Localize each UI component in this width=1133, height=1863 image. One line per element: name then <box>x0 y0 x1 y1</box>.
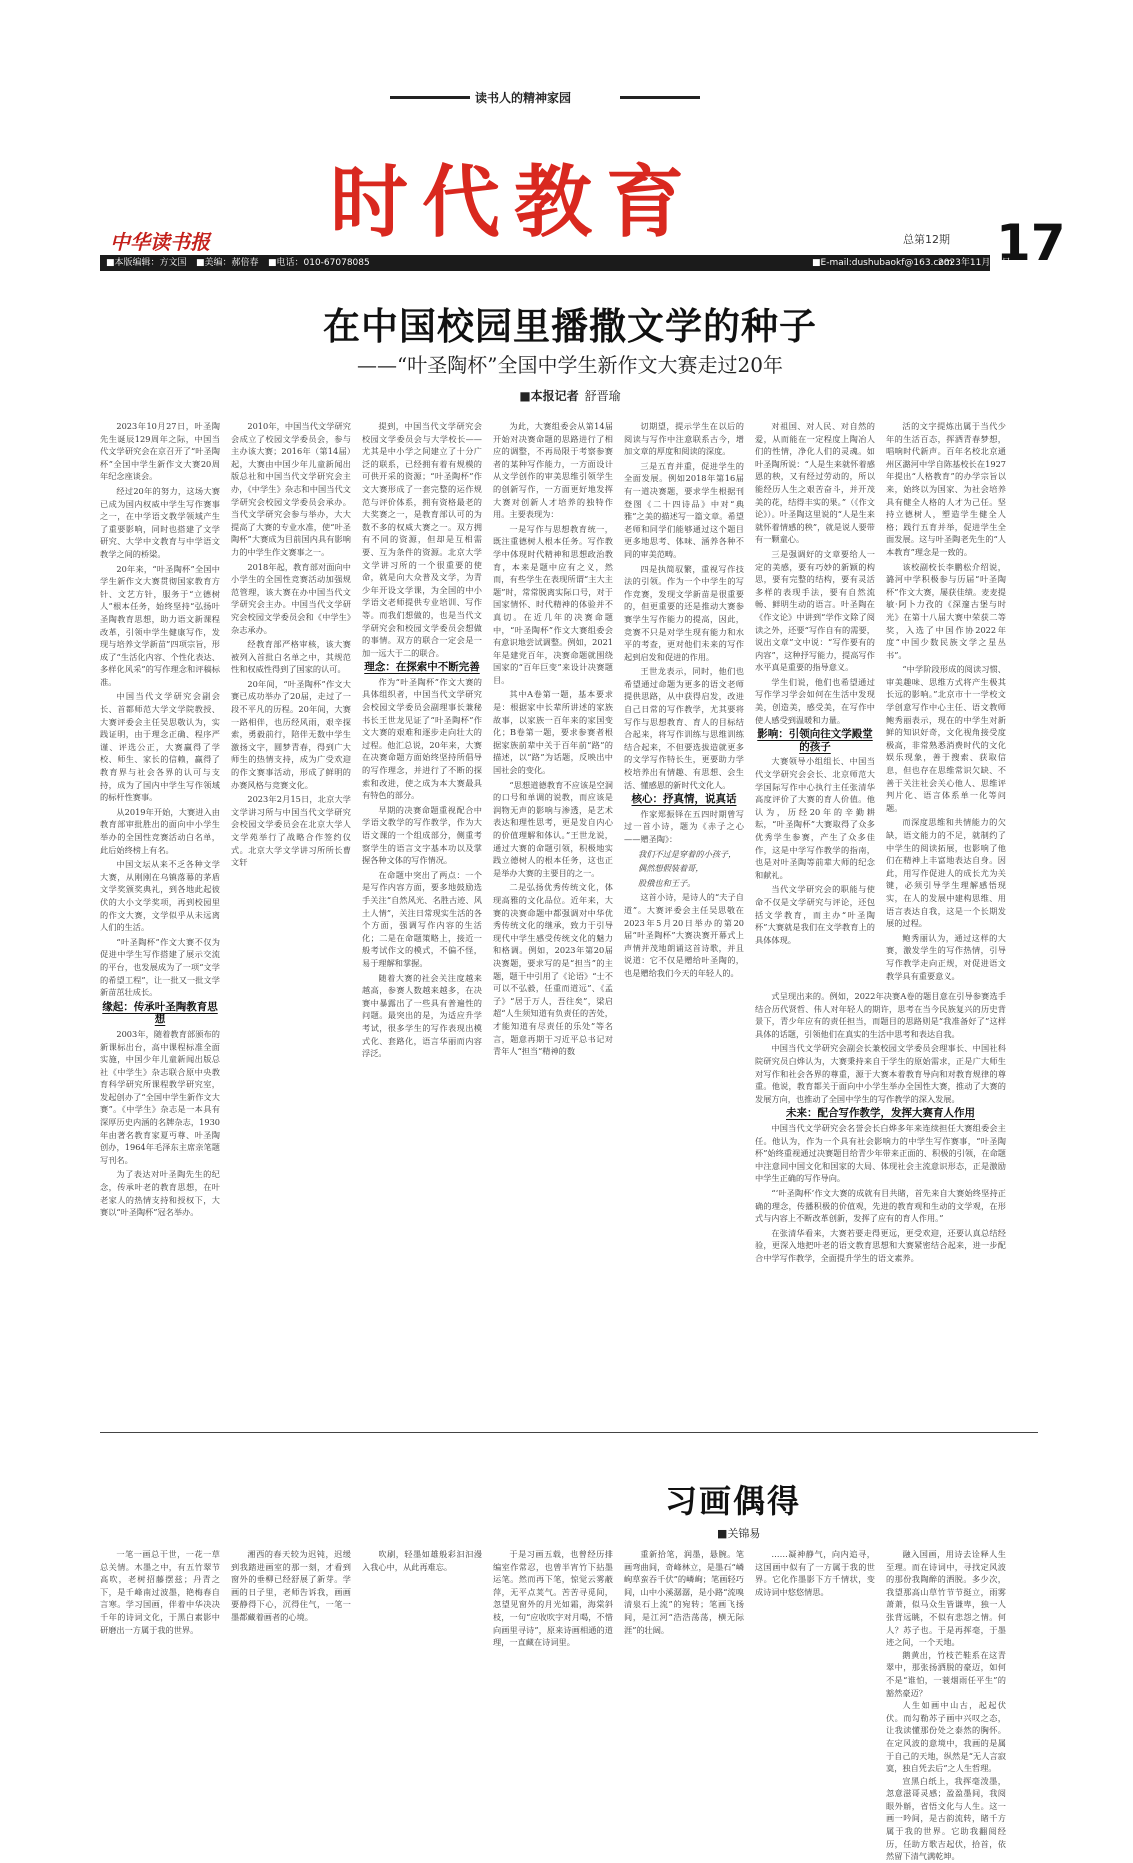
article-paragraph: 式呈现出来的。例如，2022年决赛A卷的题目意在引导参赛选手结合历代贤哲、伟人对年轻人的期许，思考在当今民族复兴的历史背景下，青少年应有的责任担当，而题目的思路则是“我准备好了”这样具体的话题，引领他们在真实的生活中思考和表达自我。 <box>755 991 1006 1039</box>
article-paragraph: 大赛领导小组组长、中国当代文学研究会会长、北京师范大学国际写作中心执行主任张清华高度评价了大赛的育人价值。他认为，历经20年的辛勤耕耘，“叶圣陶杯”大赛取得了众多优秀学生参赛，产生了众多佳作，这是中学写作教学的指南，也是对叶圣陶等前辈大师的纪念和献礼。 <box>755 756 875 880</box>
essay-column <box>231 1548 351 1713</box>
phone-number: ■电话：010-67078085 <box>268 258 370 268</box>
essay-paragraph: 吹刷，轻墨如雄般彩汩汩漫入我心中，从此再难忘。 <box>362 1549 482 1572</box>
article-paragraph: 早期的决赛命题重视配合中学语文教学的写作教学，作为大语文课的一个组成部分，侧重考察学生的语言文字基本功以及掌握各种文体的写作情况。 <box>362 804 482 866</box>
article-column-4 <box>493 420 613 1420</box>
essay-paragraph: 一笔一画总干世，一花一草总关情。木墨之中，有五竹翠节高吹，老树招藤摆兹；丹青之下，是千峰南过波墨，艳梅春自言寒。学习国画，伴着中华决决千年的诗词文化，于黑白素影中研磨出一方属于我的世界。 <box>100 1549 220 1635</box>
article-column-3 <box>362 420 482 1420</box>
article-paragraph: 切期望，提示学生在以后的阅读与写作中注意联系古今，增加文章的厚度和阅读的深度。 <box>624 421 744 457</box>
essay-column <box>755 1548 875 1713</box>
article-paragraph: 对祖国、对人民、对自然的爱，从而能在一定程度上陶冶人们的性情，净化人们的灵魂。如叶圣陶所说：“人是生来就怀着感恩的秧，又有经过劳动的，所以能经历人生之艰苦奋斗，并开茂美的花，结得丰实的果。”（《作文论》）。叶圣陶这里说的“人是生来就怀着情感的秧”，就是说人要带有一颗童心。 <box>755 421 875 545</box>
article-byline <box>100 387 1040 404</box>
page-slogan: 读书人的精神家园 <box>475 91 572 105</box>
article-paragraph: “‘叶圣陶杯’作文大赛的成就有目共睹，首先来自大赛始终坚持正确的理念，传播积极的价值观，先进的教育观和生动的文学观，在形式与内容上不断改革创新，发挥了应有的育人作用。” <box>755 1187 1006 1224</box>
article-column-2 <box>231 420 351 1420</box>
essay-paragraph: ……凝神静气，向内追寻，这国画中似有了一方属于我的世界。它化作墨影下方千情状，变成诗词中悠悠情思。 <box>755 1549 875 1597</box>
article-paragraph: 一是写作与思想教育统一，既注重德树人根本任务。写作教学中体现时代精神和思想政治教育，本来是题中应有之义，然而，有些学生在表现所谓“主大主题”时，常常脱离实际口号，对于国家情怀、时代精神的体验并不真切。在近几年的决赛命题中，“叶圣陶杯”作文大赛组委会有意识地尝试调整。例如，2021年是建党百年，决赛命题就围绕国家的“百年巨变”来设计决赛题目。 <box>493 523 613 685</box>
article-subheadline: ——“叶圣陶杯”全国中学生新作文大赛走过20年 <box>357 353 783 377</box>
byline-author: 舒晋瑜 <box>584 389 621 403</box>
article-paragraph: 2023年2月15日，北京大学文学讲习所与中国当代文学研究会校园文学委员会在北京大学人文学苑举行了战略合作签约仪式。北京大学文学讲习所所长曹文轩 <box>231 794 351 868</box>
article-paragraph: 经过20年的努力，这场大赛已成为国内权威中学生写作赛事之一，在中学语文教学领域产生了重要影响，同时也搭建了文学研究、大学中文教育与中学语文教学之间的桥梁。 <box>100 485 220 559</box>
article-paragraph: 作家郑振铎在五四时期曾写过一首小诗，题为《赤子之心——赠圣陶》： <box>624 808 744 844</box>
article-column-continued <box>755 990 1006 1420</box>
article-paragraph: 四是执简驭繁，重视写作技法的引领。作为一个中学生的写作竞赛，发现文学新苗是很重要的，但更重要的还是推动大赛参赛学生写作能力的提高，因此，竞赛不只是对学生现有能力和水平的考查，更对他们未来的写作起到启发和促进的作用。 <box>624 563 744 662</box>
page-number: 17 <box>996 214 1066 272</box>
section-title: 时代教育 <box>330 158 699 248</box>
slogan-rule-left <box>390 96 470 99</box>
article-paragraph: 2003年，随着教育部颁布的新课标出台，高中课程标准全面实施，中国少年儿童新闻出版总社《中学生》杂志联合原中央教育科学研究所课程教学研究室，发起创办了“全国中学生新作文大赛”。《中学生》杂志是一本具有深厚历史内涵的名牌杂志，1930年由著名教育家夏丏尊、叶圣陶创办，1964年毛泽东主席亲笔题写刊名。 <box>100 1028 220 1165</box>
article-column-1 <box>100 420 220 1420</box>
essay-paragraph: 人生如画中山古，起起伏伏。而勾勒苏子画中兴叹之态，让我读懂那份处之泰然的胸怀。在定风波的意境中，我画的是属于自己的天地，纵然是“无人言寂寞，独自凭去后”之人生哲理。 <box>886 1700 1006 1774</box>
section-heading: 缘起：传承叶圣陶教育思想 <box>102 1000 218 1026</box>
article-paragraph: 而深度思维和共情能力的欠缺，语文能力的不足，就制约了中学生的阅读拓展，也影响了他们在精神上丰富地表达自身。因此，用写作促进人的成长尤为关键，必须引导学生理解感悟现实，在人的发展中建构思维、用语言表达自我，这是一个长期发展的过程。 <box>886 817 1006 929</box>
essay-column <box>624 1548 744 1713</box>
article-headline: 在中国校园里播撒文学的种子 <box>323 304 817 348</box>
article-paragraph: 20年来，“叶圣陶杯”全国中学生新作文大赛贯彻国家教育方针、文艺方针，服务于“立德树人”根本任务，始终坚持“弘扬叶圣陶教育思想，助力语文新课程改革，引领中学生健康写作，发现与培养文学新苗”四项宗旨，形成了“生活化内容、个性化表达、多样化风采”的写作理念和评稿标准。 <box>100 563 220 687</box>
section-heading: 核心：抒真情，说真话 <box>631 793 737 806</box>
poem-line: 股俄也和王子。 <box>638 877 696 888</box>
article-paragraph: 鲍秀丽认为，通过这样的大赛，激发学生的写作热情，引导写作教学走向正规，对促进语文教学具有重要意义。 <box>886 932 1006 981</box>
article-paragraph: 2023年10月27日，叶圣陶先生诞辰129周年之际，中国当代文学研究会在京召开了“叶圣陶杯”全国中学生新作文大赛20周年纪念座谈会。 <box>100 421 220 482</box>
poem-line: 偶然想假装着哥， <box>638 863 704 874</box>
article-paragraph: 随着大赛的社会关注度越来越高，参赛人数越来越多，在决赛中暴露出了一些具有普遍性的问题。最突出的是，为适应升学考试，很多学生的写作表现出模式化、套路化，语言华丽而内容浮泛。 <box>362 972 482 1059</box>
article-paragraph: 活的文字提炼出属于当代少年的生活百态，挥洒青春梦想，唱响时代新声。百年名校北京通州区潞河中学自陈基校长在1927年提出“人格教育”的办学宗旨以来，始终以为国家、为社会培养具有健全人格的人才为己任。坚持立德树人，塑造学生健全人格；践行五育并举，促进学生全面发展。这与叶圣陶老先生的“人本教育”理念是一致的。 <box>886 421 1006 557</box>
article-paragraph: 在张清华看来，大赛若要走得更远，更受欢迎，还要认真总结经验，更深入地把叶老的语文教育思想和大赛紧密结合起来，进一步配合中学写作教学，全面提升学生的语文素养。 <box>755 1227 1006 1263</box>
essay-column <box>493 1548 613 1713</box>
article-paragraph: 中国当代文学研究会名誉会长白烨多年来连续担任大赛组委会主任。他认为，作为一个具有社会影响力的中学生写作赛事，“叶圣陶杯”始终重视通过决赛题目给青少年带来正面的、积极的引领，在命题中注意同中国文化和国家的大局、体现社会主流意识形态，正是激励中学生正确的写作导向。 <box>755 1122 1006 1184</box>
article-paragraph: 经教育部严格审核，该大赛被列入首批白名单之中，其规范性和权威性得到了国家的认可。 <box>231 639 351 675</box>
essay-paragraph: 于是习画五载，也曾经历排编室作常忍，也曾半宵竹下拈墨运笔。然而再下笔，惊觉云雾蔽萍，无平点荚气。苦苦寻觅间，忽望见窗外的月光如霜，海棠斜枝，一句“应收吹字对月喝，不惜向画里寻诗”，原来诗画相通的道理，一直藏在诗词里。 <box>493 1549 613 1648</box>
section-heading: 影响：引领向往文学殿堂的孩子 <box>757 728 873 753</box>
article-paragraph: 在命题中突出了两点：一个是写作内容方面，要多地鼓励选手关注“自然风光、名胜古迹、风土人情”，关注日常现实生活的各个方面，强调写作内容的生活化；二是在命题策略上，接近一般考试作文的模式，不偏不怪，易于理解和掌握。 <box>362 869 482 968</box>
article-paragraph: 提到，中国当代文学研究会校园文学委员会与大学校长——尤其是中小学之间建立了十分广泛的联系，已经拥有着有规模的可供开采的资源；“叶圣陶杯”作文大赛形成了一套完整的运作规范与评价体系，拥有资格最老的大奖赛之一，是教育部认可的为数不多的权威大赛之一。双方拥有不同的资源，但却是互相需要、互为条件的资源。北京大学文学讲习所的一个很重要的使命，就是向大众普及文学，为青少年开设文学课，为全国的中小学语文老师提供专业培训、写作等。而我们想做的，也是当代文学研究会和校园文学委员会想做的事情。双方的联合一定会是一加一远大于二的联合。 <box>362 421 482 658</box>
essay-paragraph: 鹅黄出，竹枝芒鞋系在这青翠中，那张扬洒脱的豪迈，如何不是“谁怕，一蓑烟雨任平生”的豁然豪迈？ <box>886 1649 1006 1698</box>
article-paragraph: 中国当代文学研究会副会长、首都师范大学文学院教授、大赛评委会主任吴思敬认为，实践证明，由于理念正确、程序严谨、评选公正，大赛赢得了学校、师生、家长的信赖，赢得了教育界与社会各界的认可与支持，成为了国内中学生写作领域的标杆性赛事。 <box>100 691 220 803</box>
section-heading: 未来：配合写作教学，发挥大赛育人作用 <box>786 1107 975 1120</box>
article-paragraph: 20年间，“叶圣陶杯”作文大赛已成功举办了20届，走过了一段不平凡的历程。20年间，大赛一路相伴，也历经风雨，艰辛探索，勇毅前行，陪伴无数中学生激扬文字，圆梦青春，得到广大师生的热情支持，成为广受欢迎的作文赛事活动，形成了鲜明的办赛风格与竞赛文化。 <box>231 678 351 790</box>
designer-credit: ■美编：郝倍春 <box>196 258 259 268</box>
article-paragraph: 2018年起，教育部对面向中小学生的全国性竞赛活动加强规范管理，该大赛在办中国当代文学研究会主办。中国当代文学研究会校园文学委员会和《中学生》杂志承办。 <box>231 561 351 635</box>
article-column-5 <box>624 420 744 1420</box>
info-bar <box>100 255 1011 271</box>
article-paragraph: 作为“叶圣陶杯”作文大赛的具体组织者，中国当代文学研究会校园文学委员会副理事长兼秘书长王世龙见证了“叶圣陶杯”作文大赛的艰难和逐步走向壮大的过程。他汇总说，20年来，大赛在决赛命题方面始终坚持所倡导的写作理念，并进行了不断的探索和改进，使之成为本大赛最具有特色的部分。 <box>362 676 482 801</box>
article-paragraph: 为此，大赛组委会从第14届开始对决赛命题的思路进行了相应的调整，不再局限于考察参赛者的某种写作能力，一方面设计从文学创作的审美思维引领学生的创新写作，一方面更好地发挥大赛对创新人才培养的独特作用。主要表现为： <box>493 421 613 520</box>
article-paragraph: 中国文坛从来不乏各种文学大赛，从刚刚在乌镇落幕的茅盾文学奖颁奖典礼，到各地此起彼伏的大小文学奖项，再到校园里的作文大赛，文学似乎从未远离人们的生活。 <box>100 859 220 933</box>
slogan-rule-right <box>620 96 700 99</box>
byline-prefix: ■本报记者 <box>519 389 579 403</box>
paper-logo: 中华读书报 <box>110 230 210 254</box>
article-paragraph: 中国当代文学研究会副会长兼校园文学委员会理事长、中国社科院研究员白烨认为，大赛秉持来自于学生的原始需求，正是广大师生对写作和社会各界的尊重，源于大赛本着教育导向和对教育规律的尊重。他说，教育都关于面向中小学生举办全国性大赛，推动了大赛的发展方向，也推动了全国中学生的写作教学的深入发展。 <box>755 1043 1006 1104</box>
essay-title: 习画偶得 <box>665 1482 802 1520</box>
essay-paragraph: 湘西的春天较为迟钝，迟缓到我踏进画室的那一刻，才看到窗外的垂柳已经舒展了新芽。学画的日子里，老师告诉我，画画要静得下心，沉得住气，一笔一墨都藏着画者的心境。 <box>231 1549 351 1622</box>
article-column-7 <box>886 420 1006 980</box>
essay-column <box>100 1548 220 1713</box>
essay-paragraph: 融入国画，用诗去诠释人生至理。而在诗词中，寻找定风波的那份我陶醉的洒脱。多少次，我望那高山草竹节节挺立，雨雾萧萧，似马众生皆谦卑，独一人张背远眺，不似有悲怨之情。何人？苏子也。于是再挥毫，于墨迹之间，一个天地。 <box>886 1549 1006 1648</box>
issue-number: 总第12期 <box>903 233 950 246</box>
article-paragraph: 从2019年开始，大赛进入由教育部审批胜出的面向中小学生举办的全国性竞赛活动白名单，此后始终榜上有名。 <box>100 806 220 855</box>
article-paragraph: 其中A卷第一题，基本要求是：根据家中长辈所讲述的家族故事，以家族一百年来的家国变化；B卷第一题，要求参赛者根据家族前辈中关于百年前“路”的描述，以“路”为话题，反映出中国社会的变化。 <box>493 689 613 776</box>
article-paragraph: “叶圣陶杯”作文大赛不仅为促进中学生写作搭建了展示交流的平台，也发展成为了一项“文学的希望工程”，让一批又一批文学新苗茁壮成长。 <box>100 936 220 998</box>
essay-column <box>886 1548 1006 1862</box>
article-paragraph: 二是弘扬优秀传统文化，体现高雅的文化品位。近年来，大赛的决赛命题中都强调对中华优秀传统文化的继承，致力于引导现代中学生感受传统文化的魅力和格调。例如，2023年第20届决赛题，要求写的是“担当”的主题，题干中引用了《论语》“士不可以不弘毅，任重而道远”、《孟子》“居于万人，吾往矣”，梁启超“人生须知道有负责任的苦处，才能知道有尽责任的乐处”等名言，题意再期于习近平总书记对青年人“担当”精神的数 <box>493 882 613 1057</box>
article-paragraph: 该校副校长李鹏松介绍说，潞河中学积极参与历届“叶圣陶杯”作文大赛，屡获佳绩。麦麦提敏·阿卜力孜的《深邃古堡与时光》在第十八届大赛中荣获二等奖，入选了中国作协2022年度“中国少数民族文学之星丛书”。 <box>886 561 1006 660</box>
article-paragraph: 王世龙表示，同时，他们也希望通过命题为更多的语文老师提供思路，从中获得启发，改进自己日常的写作教学，尤其要将写作与思想教育、育人的目标结合起来，将写作训练与思维训练结合起来，不但要选拔造就更多的文学写作特长生，更要助力学校培养出有情趣、有思想、会生活、懂感恩的新时代文化人。 <box>624 666 744 790</box>
email-address: ■E-mail:dushubaokf@163.com <box>812 258 953 268</box>
section-heading: 理念：在探索中不断完善 <box>364 661 480 674</box>
poem-line: 我们不过是穿着的小孩子， <box>638 848 737 859</box>
article-paragraph: 为了表达对叶圣陶先生的纪念，传承叶老的教育思想，在叶老家人的热情支持和授权下，大赛以“叶圣陶杯”冠名举办。 <box>100 1169 220 1218</box>
essay-paragraph: 宣黑白纸上，我挥毫泼墨，忽意滋哥灵感；盈盈墨间，我阅眼外斛，省悟文化与人生。这一画一吟间，是古韵流转，睹千方属于我的世界。它助我翻阅经历，任助方歌吉起伏，拾首，依然留下清气满乾坤。 <box>886 1775 1006 1862</box>
article-paragraph: 当代文学研究会的职能与使命不仅是文学研究与评论，还包括文学教育，而主办“叶圣陶杯”大赛就是我们在文学教育上的具体体现。 <box>755 884 875 945</box>
essay-column <box>362 1548 482 1713</box>
publish-date: 2023年11月22日 <box>938 258 1011 268</box>
section-divider <box>100 1432 1038 1433</box>
article-column-6 <box>755 420 875 980</box>
essay-paragraph: 重新拾笔，润墨，悬腕。笔画弯曲间，奇峰林立，是墨石“嶙峋草蛮吞千伏”的嶙峋；笔画轻巧间，山中小溪潺潺，是小路“流嗅清泉石上流”的宛转；笔画飞扬间，是江河“浩浩荡荡，横无际涯”的壮阔。 <box>624 1549 744 1635</box>
article-paragraph: 三是强调好的文章要给人一定的美感，要有巧妙的新颖的构思，要有完整的结构，要有灵活多样的表现手法，要有自然流畅、鲜明生动的语言。叶圣陶在《作文论》中讲到“学作文除了阅读之外，还要“写作自有的需要，说出文章”文中说：“写作要有的内容”，这种抒写能力，提高写作水平真是重要的指导意义。 <box>755 548 875 673</box>
article-paragraph: “中学阶段形成的阅读习惯、审美趣味、思维方式将产生极其长远的影响。”北京市十一学校文学创意写作中心主任、语文教师鲍秀丽表示，现在的中学生对新鲜的知识好奇，文化视角接受度极高，非常熟悉消费时代的文化娱乐现象，善于搜索、获取信息，但也存在思维常识欠缺、不善于关注社会关心他人、思维评判片化、语言体系单一化等问题。 <box>886 664 1006 813</box>
editor-credit: ■本版编辑：方文国 <box>106 258 187 268</box>
article-paragraph: 2010年，中国当代文学研究会成立了校园文学委员会，参与主办该大赛；2016年（第14届）起，大赛由中国少年儿童新闻出版总社和中国当代文学研究会主办，《中学生》杂志和中国当代文学研究会校园文学委员会承办。当代文学研究会参与举办，大大提高了大赛的专业水准，使“叶圣陶杯”大赛成为目前国内具有影响力的中学生作文赛事之一。 <box>231 421 351 557</box>
article-paragraph: 学生们说，他们也希望通过写作学习学会如何在生活中发现美，创造美，感受美，在写作中使人感受到温暖和力量。 <box>755 676 875 725</box>
essay-byline: ■关锦易 <box>717 1527 761 1540</box>
article-paragraph: 这首小诗，是诗人的“夫子自道”。大赛评委会主任吴思敬在2023年5月20日举办的第20届“叶圣陶杯”大赛决赛开幕式上声情并茂地朗诵这首诗歌，并且说道：它不仅是赠给叶圣陶的，也是赠给我们今天的年轻人的。 <box>624 892 744 978</box>
article-paragraph: “思想道德教育不应该是空洞的口号和单调的说教，而应该是润物无声的影响与渗透，是艺术表达和理性思考，更是发自内心的价值理解和体认。”王世龙说，通过大赛的命题引领，积极地实践立德树人的根本任务，这也正是举办大赛的主要目的之一。 <box>493 779 613 878</box>
article-paragraph: 三是五育并重，促进学生的全面发展。例如2018年第16届有一道决赛题，要求学生根据刊登图《二十四诗品》中对“典雅”之美的描述写一篇文章。希望老师和同学们能够通过这个题目更多地思考、体味、涵养各种不同的审美范畴。 <box>624 460 744 559</box>
